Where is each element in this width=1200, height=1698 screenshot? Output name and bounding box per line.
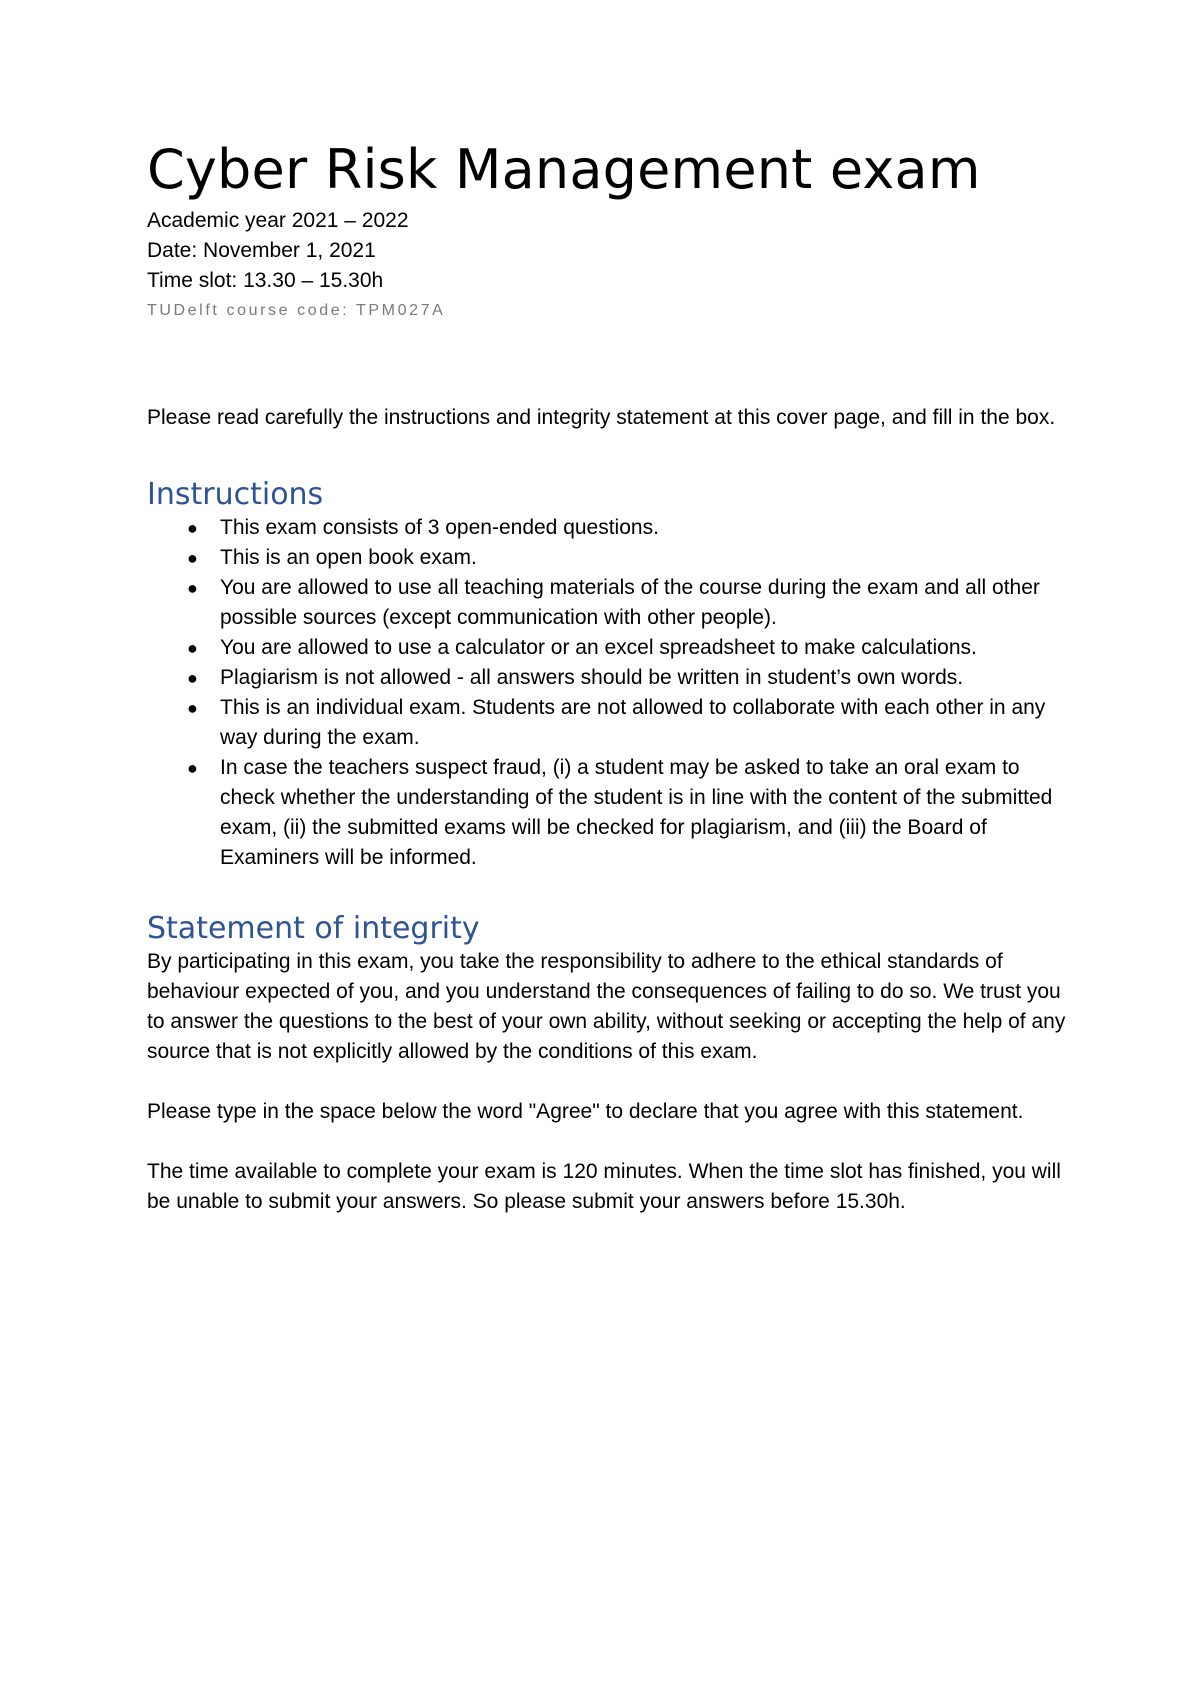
bullet-icon: ●: [187, 758, 198, 779]
list-item-text: You are allowed to use all teaching materials of the course during the exam and all other possible sources (except communication with other people).: [220, 576, 1040, 630]
course-code: TUDelft course code: TPM027A: [147, 302, 446, 320]
list-item-text: This is an open book exam.: [220, 546, 477, 570]
bullet-icon: ●: [187, 668, 198, 689]
list-item-text: Plagiarism is not allowed - all answers should be written in student’s own words.: [220, 666, 964, 690]
bullet-icon: ●: [187, 548, 198, 569]
bullet-icon: ●: [187, 518, 198, 539]
list-item: [147, 753, 1067, 873]
instructions-list: [147, 513, 1067, 873]
list-item: [147, 693, 1067, 753]
bullet-icon: ●: [187, 638, 198, 659]
list-item-text: This exam consists of 3 open-ended questions.: [220, 516, 659, 540]
instructions-heading: Instructions: [147, 477, 324, 513]
exam-date: Date: November 1, 2021: [147, 239, 376, 263]
integrity-heading: Statement of integrity: [147, 911, 480, 947]
document-title: Cyber Risk Management exam: [147, 138, 981, 201]
intro-paragraph: Please read carefully the instructions and integrity statement at this cover page, and fill in the box.: [147, 406, 1056, 430]
list-item-text: In case the teachers suspect fraud, (i) a student may be asked to take an oral exam to check whether the understanding of the student is in line with the content of the submitted exam, (ii) the submitted exams will be checked for plagiarism, and (iii) the Board of Examiners will be informed.: [220, 756, 1053, 870]
exam-cover-page: [147, 140, 1067, 1217]
integrity-paragraph: By participating in this exam, you take the responsibility to adhere to the ethical standards of behaviour expected of you, and you understand the consequences of failing to do so. We trust you to answer the questions to the best of your own ability, without seeking or accepting the help of any source that is not explicitly allowed by the conditions of this exam.: [147, 950, 1066, 1064]
list-item-text: You are allowed to use a calculator or an excel spreadsheet to make calculations.: [220, 636, 977, 660]
list-item: [147, 573, 1067, 633]
bullet-icon: ●: [187, 578, 198, 599]
list-item: [147, 513, 1067, 543]
agree-instruction: Please type in the space below the word "Agree" to declare that you agree with this statement.: [147, 1100, 1024, 1124]
bullet-icon: ●: [187, 698, 198, 719]
list-item: [147, 543, 1067, 573]
list-item-text: This is an individual exam. Students are not allowed to collaborate with each other in any way during the exam.: [220, 696, 1046, 750]
list-item: [147, 663, 1067, 693]
academic-year: Academic year 2021 – 2022: [147, 209, 409, 233]
time-slot: Time slot: 13.30 – 15.30h: [147, 269, 384, 293]
time-notice: The time available to complete your exam is 120 minutes. When the time slot has finished, you will be unable to submit your answers. So please submit your answers before 15.30h.: [147, 1160, 1061, 1214]
list-item: [147, 633, 1067, 663]
